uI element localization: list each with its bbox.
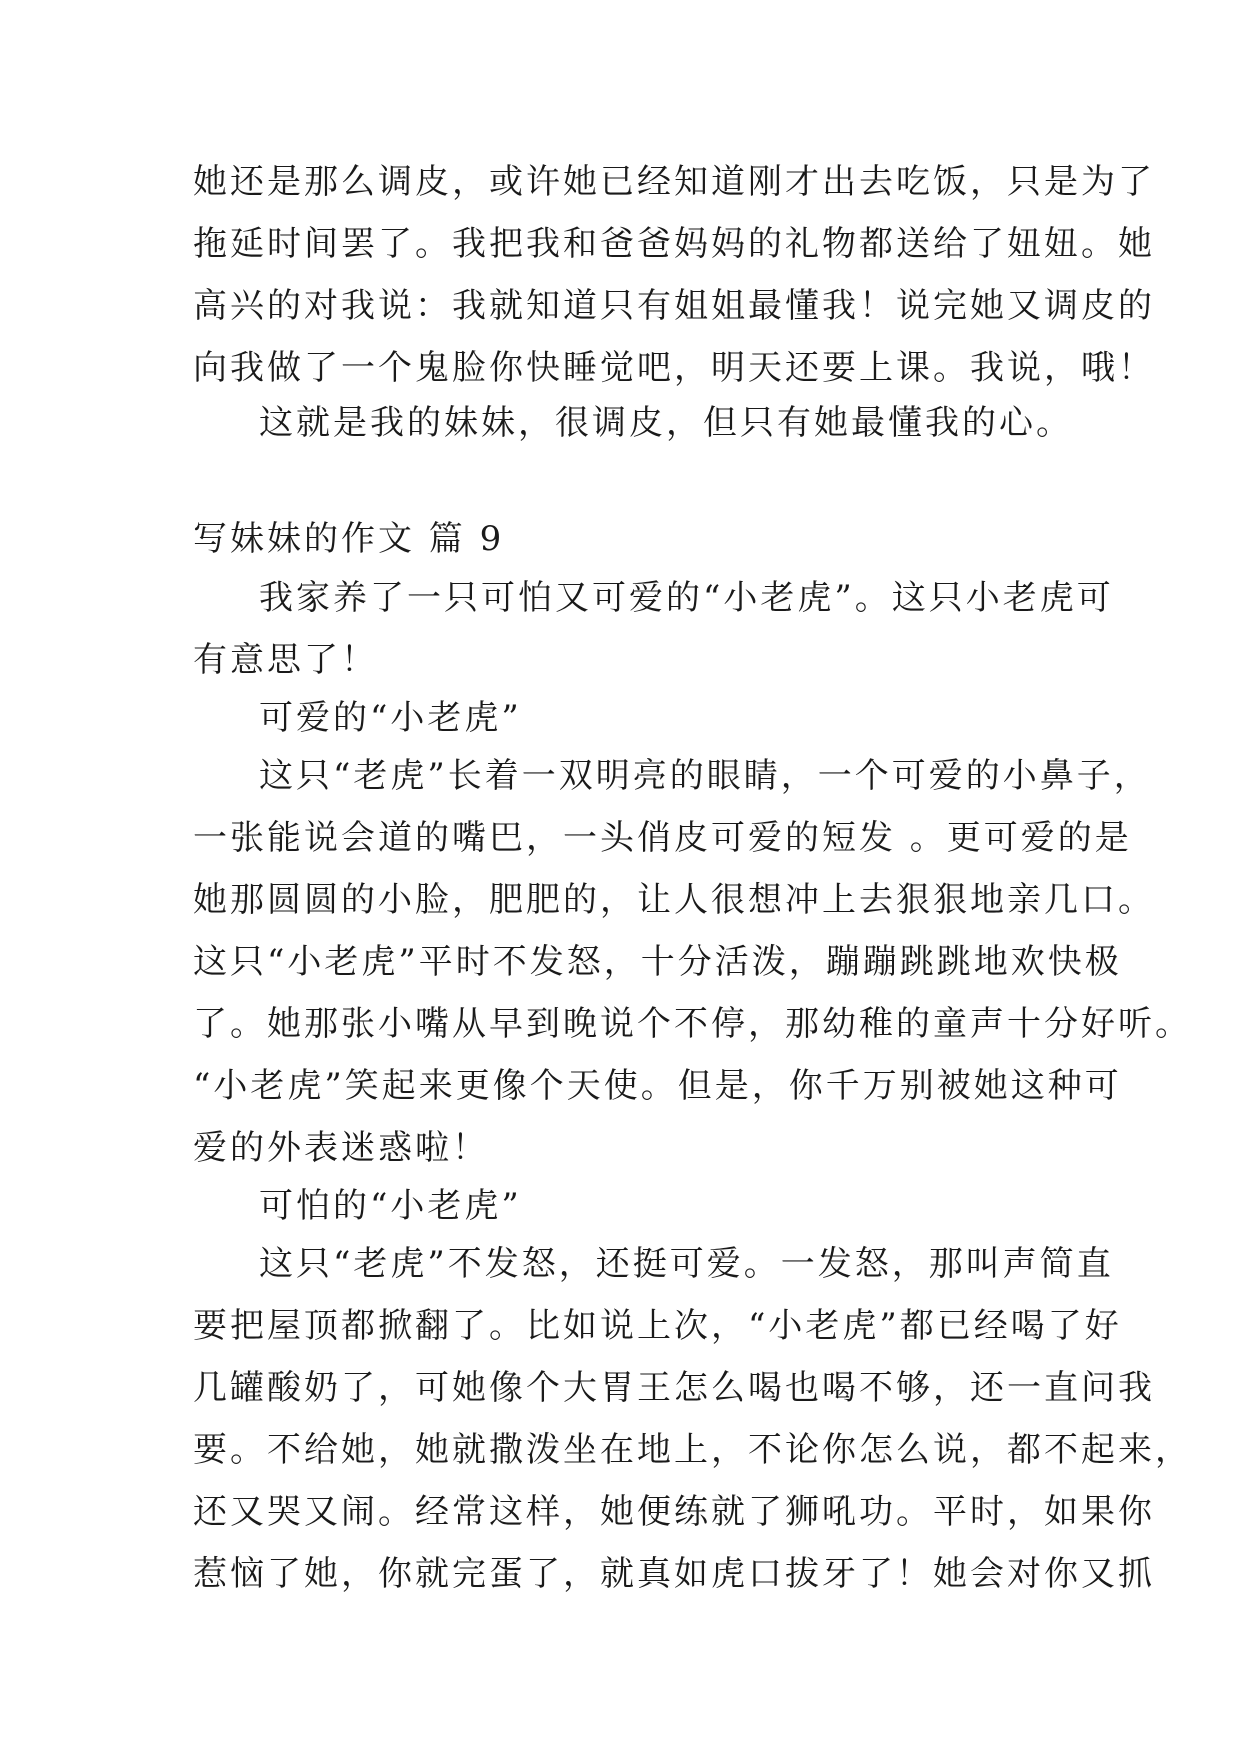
paragraph-line: 她还是那么调皮，或许她已经知道刚才出去吃饭，只是为了 bbox=[193, 162, 1155, 202]
paragraph-line: 这只“老虎”长着一双明亮的眼睛，一个可爱的小鼻子， bbox=[259, 756, 1151, 796]
paragraph-line: 惹恼了她，你就完蛋了，就真如虎口拔牙了！她会对你又抓 bbox=[193, 1554, 1155, 1594]
paragraph-line: 要。不给她，她就撒泼坐在地上，不论你怎么说，都不起来， bbox=[193, 1430, 1192, 1470]
paragraph-line: 这只“老虎”不发怒，还挺可爱。一发怒，那叫声简直 bbox=[259, 1244, 1114, 1284]
paragraph-line: 这就是我的妹妹，很调皮，但只有她最懂我的心。 bbox=[259, 403, 1073, 443]
paragraph-line: 高兴的对我说：我就知道只有姐姐最懂我！说完她又调皮的 bbox=[193, 286, 1155, 326]
paragraph-line: 爱的外表迷惑啦！ bbox=[193, 1128, 489, 1168]
section-heading: 写妹妹的作文 篇 9 bbox=[193, 519, 505, 559]
paragraph-line: 这只“小老虎”平时不发怒，十分活泼，蹦蹦跳跳地欢快极 bbox=[193, 942, 1122, 982]
paragraph-line: 要把屋顶都掀翻了。比如说上次，“小老虎”都已经喝了好 bbox=[193, 1306, 1122, 1346]
paragraph-line: 拖延时间罢了。我把我和爸爸妈妈的礼物都送给了妞妞。她 bbox=[193, 224, 1155, 264]
subheading: 可怕的“小老虎” bbox=[259, 1186, 522, 1226]
paragraph-line: 有意思了！ bbox=[193, 640, 378, 680]
subheading: 可爱的“小老虎” bbox=[259, 698, 522, 738]
paragraph-line: “小老虎”笑起来更像个天使。但是，你千万别被她这种可 bbox=[193, 1066, 1122, 1106]
paragraph-line: 我家养了一只可怕又可爱的“小老虎”。这只小老虎可 bbox=[259, 578, 1114, 618]
paragraph-line: 向我做了一个鬼脸你快睡觉吧，明天还要上课。我说，哦！ bbox=[193, 348, 1155, 388]
paragraph-line: 她那圆圆的小脸，肥肥的，让人很想冲上去狠狠地亲几口。 bbox=[193, 880, 1155, 920]
paragraph-line: 了。她那张小嘴从早到晚说个不停，那幼稚的童声十分好听。 bbox=[193, 1004, 1192, 1044]
paragraph-line: 还又哭又闹。经常这样，她便练就了狮吼功。平时，如果你 bbox=[193, 1492, 1155, 1532]
paragraph-line: 几罐酸奶了，可她像个大胃王怎么喝也喝不够，还一直问我 bbox=[193, 1368, 1155, 1408]
paragraph-line: 一张能说会道的嘴巴，一头俏皮可爱的短发 。更可爱的是 bbox=[193, 818, 1132, 858]
